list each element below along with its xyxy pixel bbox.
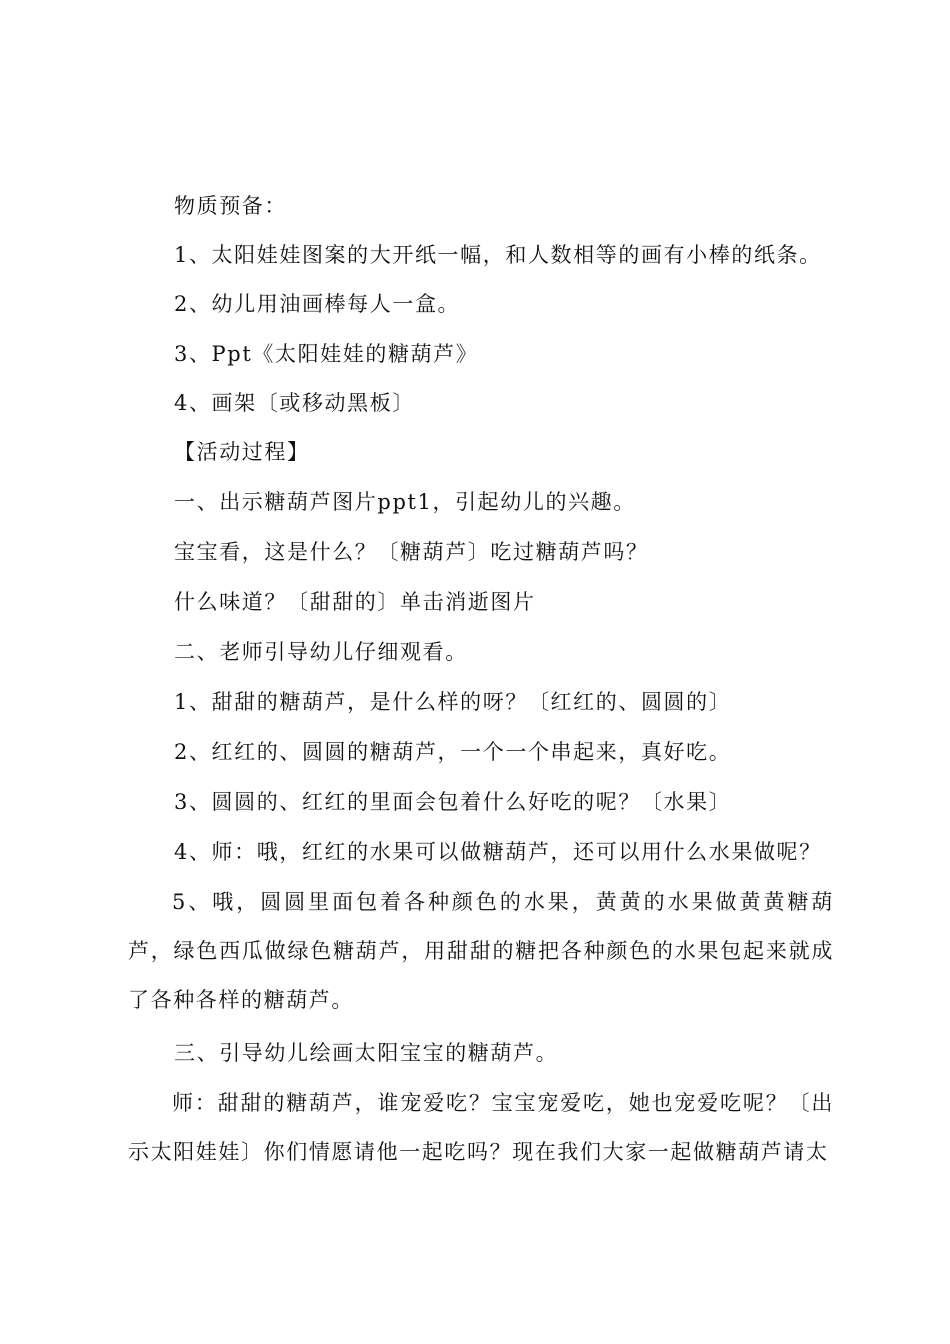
dialogue-line-1: 宝宝看，这是什么？〔糖葫芦〕吃过糖葫芦吗？ bbox=[174, 540, 649, 564]
section-3-heading: 三、引导幼儿绘画太阳宝宝的糖葫芦。 bbox=[174, 1041, 559, 1065]
dialogue-line-2: 什么味道？〔甜甜的〕单击消逝图片 bbox=[174, 590, 536, 614]
materials-heading: 物质预备： bbox=[174, 194, 287, 218]
observation-item-1: 1、甜甜的糖葫芦，是什么样的呀？〔红红的、圆圆的〕 bbox=[174, 690, 732, 714]
material-item-2: 2、幼儿用油画棒每人一盒。 bbox=[174, 292, 461, 316]
observation-item-3: 3、圆圆的、红红的里面会包着什么好吃的呢？〔水果〕 bbox=[174, 790, 732, 814]
section-2-heading: 二、老师引导幼儿仔细观看。 bbox=[174, 640, 468, 664]
teacher-paragraph: 师：甜甜的糖葫芦，谁宠爱吃？宝宝宠爱吃，她也宠爱吃呢？〔出示太阳娃娃〕你们情愿请他一起吃吗？现在我们大家一起做糖葫芦请太 bbox=[128, 1091, 834, 1164]
activity-process-heading: 【活动过程】 bbox=[174, 440, 310, 464]
observation-item-2: 2、红红的、圆圆的糖葫芦，一个一个串起来，真好吃。 bbox=[174, 740, 732, 764]
section-1-heading: 一、出示糖葫芦图片ppt1，引起幼儿的兴趣。 bbox=[174, 490, 636, 514]
material-item-4: 4、画架〔或移动黑板〕 bbox=[174, 391, 415, 415]
material-item-3: 3、Ppt《太阳娃娃的糖葫芦》 bbox=[174, 342, 479, 366]
material-item-1: 1、太阳娃娃图案的大开纸一幅，和人数相等的画有小棒的纸条。 bbox=[174, 243, 822, 267]
observation-item-5: 5、哦，圆圆里面包着各种颜色的水果，黄黄的水果做黄黄糖葫芦，绿色西瓜做绿色糖葫芦，用甜甜的糖把各种颜色的水果包起来就成了各种各样的糖葫芦。 bbox=[128, 890, 834, 1012]
observation-item-4: 4、师：哦，红红的水果可以做糖葫芦，还可以用什么水果做呢？ bbox=[174, 840, 822, 864]
